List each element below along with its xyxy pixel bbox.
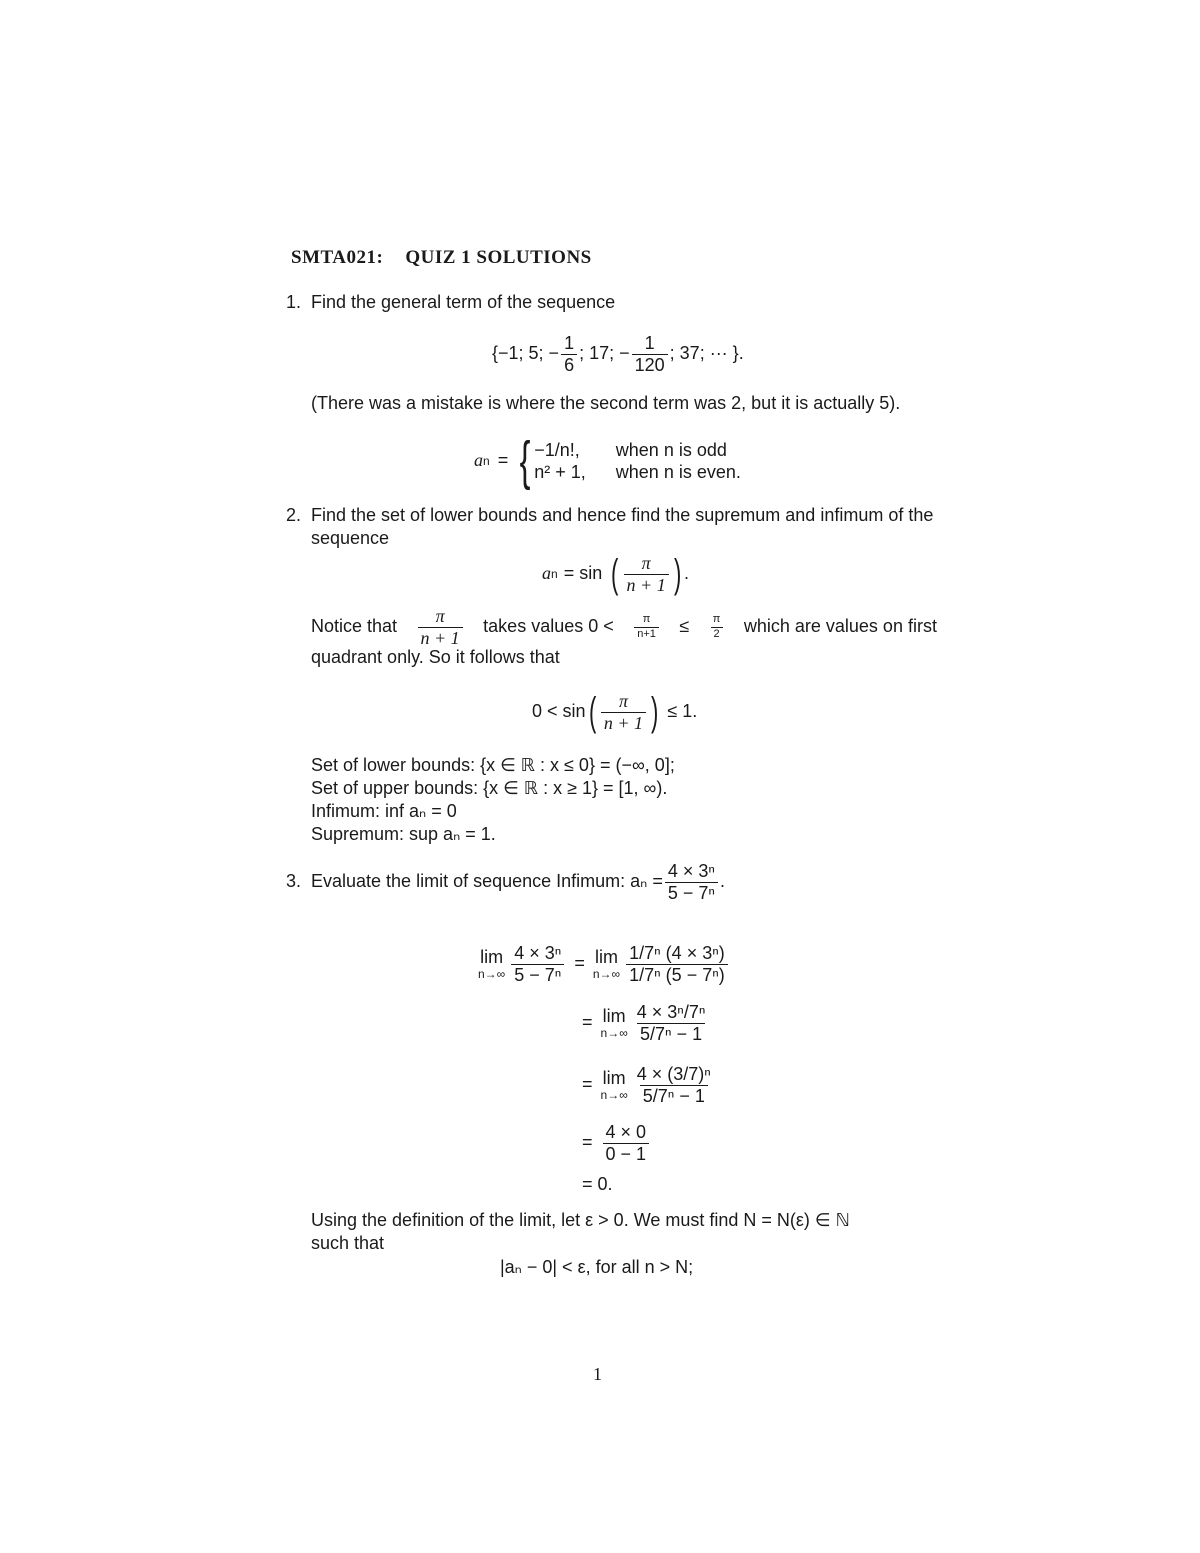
definition-line-2: such that — [311, 1233, 385, 1253]
case-odd-expr: −1/n!, — [534, 439, 580, 460]
derivation-step-4: = $\frac{4 \times 0}{0 - 1}$ — [478, 1116, 730, 1170]
case-odd-cond: when n is odd — [615, 439, 727, 460]
upper-bounds: Set of upper bounds: {x ∈ ℝ : x ≥ 1} = [1, ∞). — [311, 778, 668, 798]
sequence-set: {−1; 5; − $\frac{1}{6}$ ; 17; − $\frac{1}{120}$ ; 37; ··· }. — [492, 332, 744, 375]
question-1-prompt: 1. Find the general term of the sequence — [286, 292, 616, 312]
sine-inequality: 0 < sin ( $\frac{\pi}{n + 1}$ ) ≤ 1. — [532, 690, 698, 734]
notice-line: Notice that $\frac{\pi}{n + 1}$ takes values 0 < $\frac{\pi}{n+1}$ ≤ $\frac{\pi}{2}$ which are values on first — [311, 605, 937, 648]
general-term-cases: a n = { −1/n!, when n is odd n² + 1, when n is even. — [474, 434, 749, 488]
epsilon-condition: |aₙ − 0| < ε, for all n > N; — [500, 1257, 694, 1277]
cases-table — [534, 439, 749, 484]
derivation-result: = 0. — [582, 1174, 613, 1195]
course-code: SMTA021: — [291, 247, 384, 268]
sequence-formula: a n = sin ( $\frac{\pi}{n + 1}$ ) . — [542, 552, 690, 596]
correction-note: (There was a mistake is where the second term was 2, but it is actually 5). — [311, 393, 901, 413]
question-3-prompt: 3. Evaluate the limit of sequence Infimum: aₙ = $\frac{\text{4 × 3ⁿ}}{\text{5 − 7ⁿ}}$ . — [286, 860, 725, 903]
derivation-step-2: = lim n→∞ $\frac{\text{4 × 3ⁿ/7ⁿ}}{\text{5/7ⁿ − 1}}$ — [582, 1001, 706, 1044]
question-2-prompt: 2. Find the set of lower bounds and hence find the supremum and infimum of the sequence — [286, 505, 934, 549]
quiz-name: QUIZ 1 SOLUTIONS — [405, 247, 592, 268]
derivation-step-1: lim n→∞ $\frac{\text{4 × 3ⁿ}}{\text{5 − 7ⁿ}}$ = lim n→∞ $\frac{\text{1/7ⁿ (4 × 3ⁿ)}}{\text{1/7ⁿ (5 − 7ⁿ)}}$ — [478, 936, 730, 992]
supremum: Supremum: sup aₙ = 1. — [311, 824, 496, 844]
fraction-1-120: $\frac{1}{120}$ — [632, 334, 668, 375]
lower-bounds: Set of lower bounds: {x ∈ ℝ : x ≤ 0} = (−∞, 0]; — [311, 755, 675, 775]
derivation-step-3: = lim n→∞ $\frac{\text{4 × (3/7)ⁿ}}{\text{5/7ⁿ − 1}}$ — [582, 1063, 711, 1106]
page-title — [291, 246, 592, 271]
fraction-1-6: $\frac{1}{6}$ — [561, 334, 577, 375]
infimum: Infimum: inf aₙ = 0 — [311, 801, 457, 821]
limit-derivation — [478, 936, 730, 1200]
definition-line-1: Using the definition of the limit, let ε > 0. We must find N = N(ε) ∈ ℕ — [311, 1210, 851, 1230]
page-number: 1 — [593, 1364, 602, 1384]
case-even-cond: when n is even. — [615, 462, 741, 482]
case-even-expr: n² + 1, — [534, 462, 586, 482]
left-brace: { — [519, 431, 531, 491]
notice-line-2: quadrant only. So it follows that — [311, 647, 560, 667]
